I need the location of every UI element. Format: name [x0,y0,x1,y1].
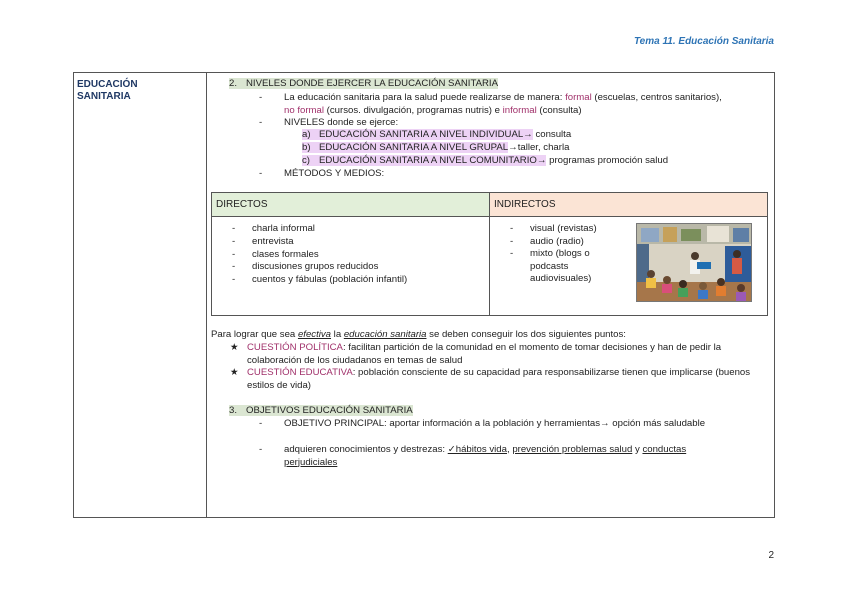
direct-methods-list [232,223,407,287]
section2-bullet-forms: - La educación sanitaria para la salud puede realizarse de manera: formal (escuelas, centros sanitarios), no formal (cursos. divulgación, programas nutris) e informal (consulta) [259,92,722,116]
section3-heading [229,405,413,418]
list-item: - charla informal [232,223,315,234]
indirect-methods-list [510,223,615,286]
content-table [73,72,775,518]
direct-methods-header: DIRECTOS [212,193,489,217]
point-educativa-label: CUESTIÓN EDUCATIVA [247,367,353,378]
list-item: - clases formales [232,248,319,260]
section3-bullet-main-goal: - OBJETIVO PRINCIPAL: aportar información a la población y herramientas→ opción más saludable [259,418,706,429]
level-group: b) EDUCACIÓN SANITARIA A NIVEL GRUPAL→taller, charla [302,142,570,153]
educacion-sanitaria-term: educación sanitaria [343,329,427,340]
methods-table [211,192,768,316]
classroom-photo [636,223,752,302]
star-icon: ★ [230,367,239,378]
conductas-term: conductas perjudiciales [284,444,687,468]
list-item: - cuentos y fábulas (población infantil) [232,274,408,286]
page-number: 2 [768,550,774,561]
efectiva-term: efectiva [297,329,332,340]
level-individual: a) EDUCACIÓN SANITARIA A NIVEL INDIVIDUAL→ consulta [302,129,572,140]
indirect-methods-column [490,193,767,315]
direct-methods-column [212,193,490,315]
indirect-methods-header: INDIRECTOS [490,193,767,217]
point-politica: ★ CUESTIÓN POLÍTICA: facilitan partición de la comunidad en el momento de tomar decisiones y han de pedir la colaboración de los ciudadanos en temas de salud [230,342,722,366]
level-community: c) EDUCACIÓN SANITARIA A NIVEL COMUNITARIO→ programas promoción salud [302,155,669,166]
list-item: - audio (radio) [510,235,584,247]
list-item: - mixto (blogs o podcasts audiovisuales) [510,248,592,285]
topic-cell [74,73,207,517]
list-item: - visual (revistas) [510,223,597,234]
section3-bullet-skills: - adquieren conocimientos y destrezas: ✓hábitos vida, prevención problemas salud y conductas perjudiciales [259,444,687,468]
document-header-title: Tema 11. Educación Sanitaria [633,36,774,47]
list-item: - discusiones grupos reducidos [232,261,379,273]
habitos-term: ✓hábitos vida [447,444,507,455]
topic-title-line1: EDUCACIÓN [77,79,138,90]
classroom-photo-illustration [637,224,752,302]
formal-term: formal [565,92,592,103]
section3-title: OBJETIVOS EDUCACIÓN SANITARIA [246,405,413,416]
section2-heading [229,78,498,91]
prevencion-term: prevención problemas salud [512,444,633,455]
topic-title-line2: SANITARIA [77,91,131,102]
section3-number: 3. [229,405,238,416]
list-item: - entrevista [232,235,294,247]
section2-number: 2. [229,78,238,89]
goals-intro-paragraph: Para lograr que sea efectiva la educación sanitaria se deben conseguir los dos siguientes puntos: [211,329,626,340]
informal-term: informal [502,104,537,116]
section2-bullet-methods: - MÉTODOS Y MEDIOS: [259,168,385,179]
section2-title: NIVELES DONDE EJERCER LA EDUCACIÓN SANITARIA [246,78,498,89]
point-politica-label: CUESTIÓN POLÍTICA [247,342,343,353]
section2-bullet-levels: - NIVELES donde se ejerce: [259,117,399,128]
no-formal-term: no formal [284,104,324,116]
content-cell [207,73,774,517]
star-icon: ★ [230,342,239,353]
point-educativa: ★ CUESTIÓN EDUCATIVA: población consciente de su capacidad para responsabilizarse tienen que implicarse (buenos estilos de vida) [230,367,751,391]
